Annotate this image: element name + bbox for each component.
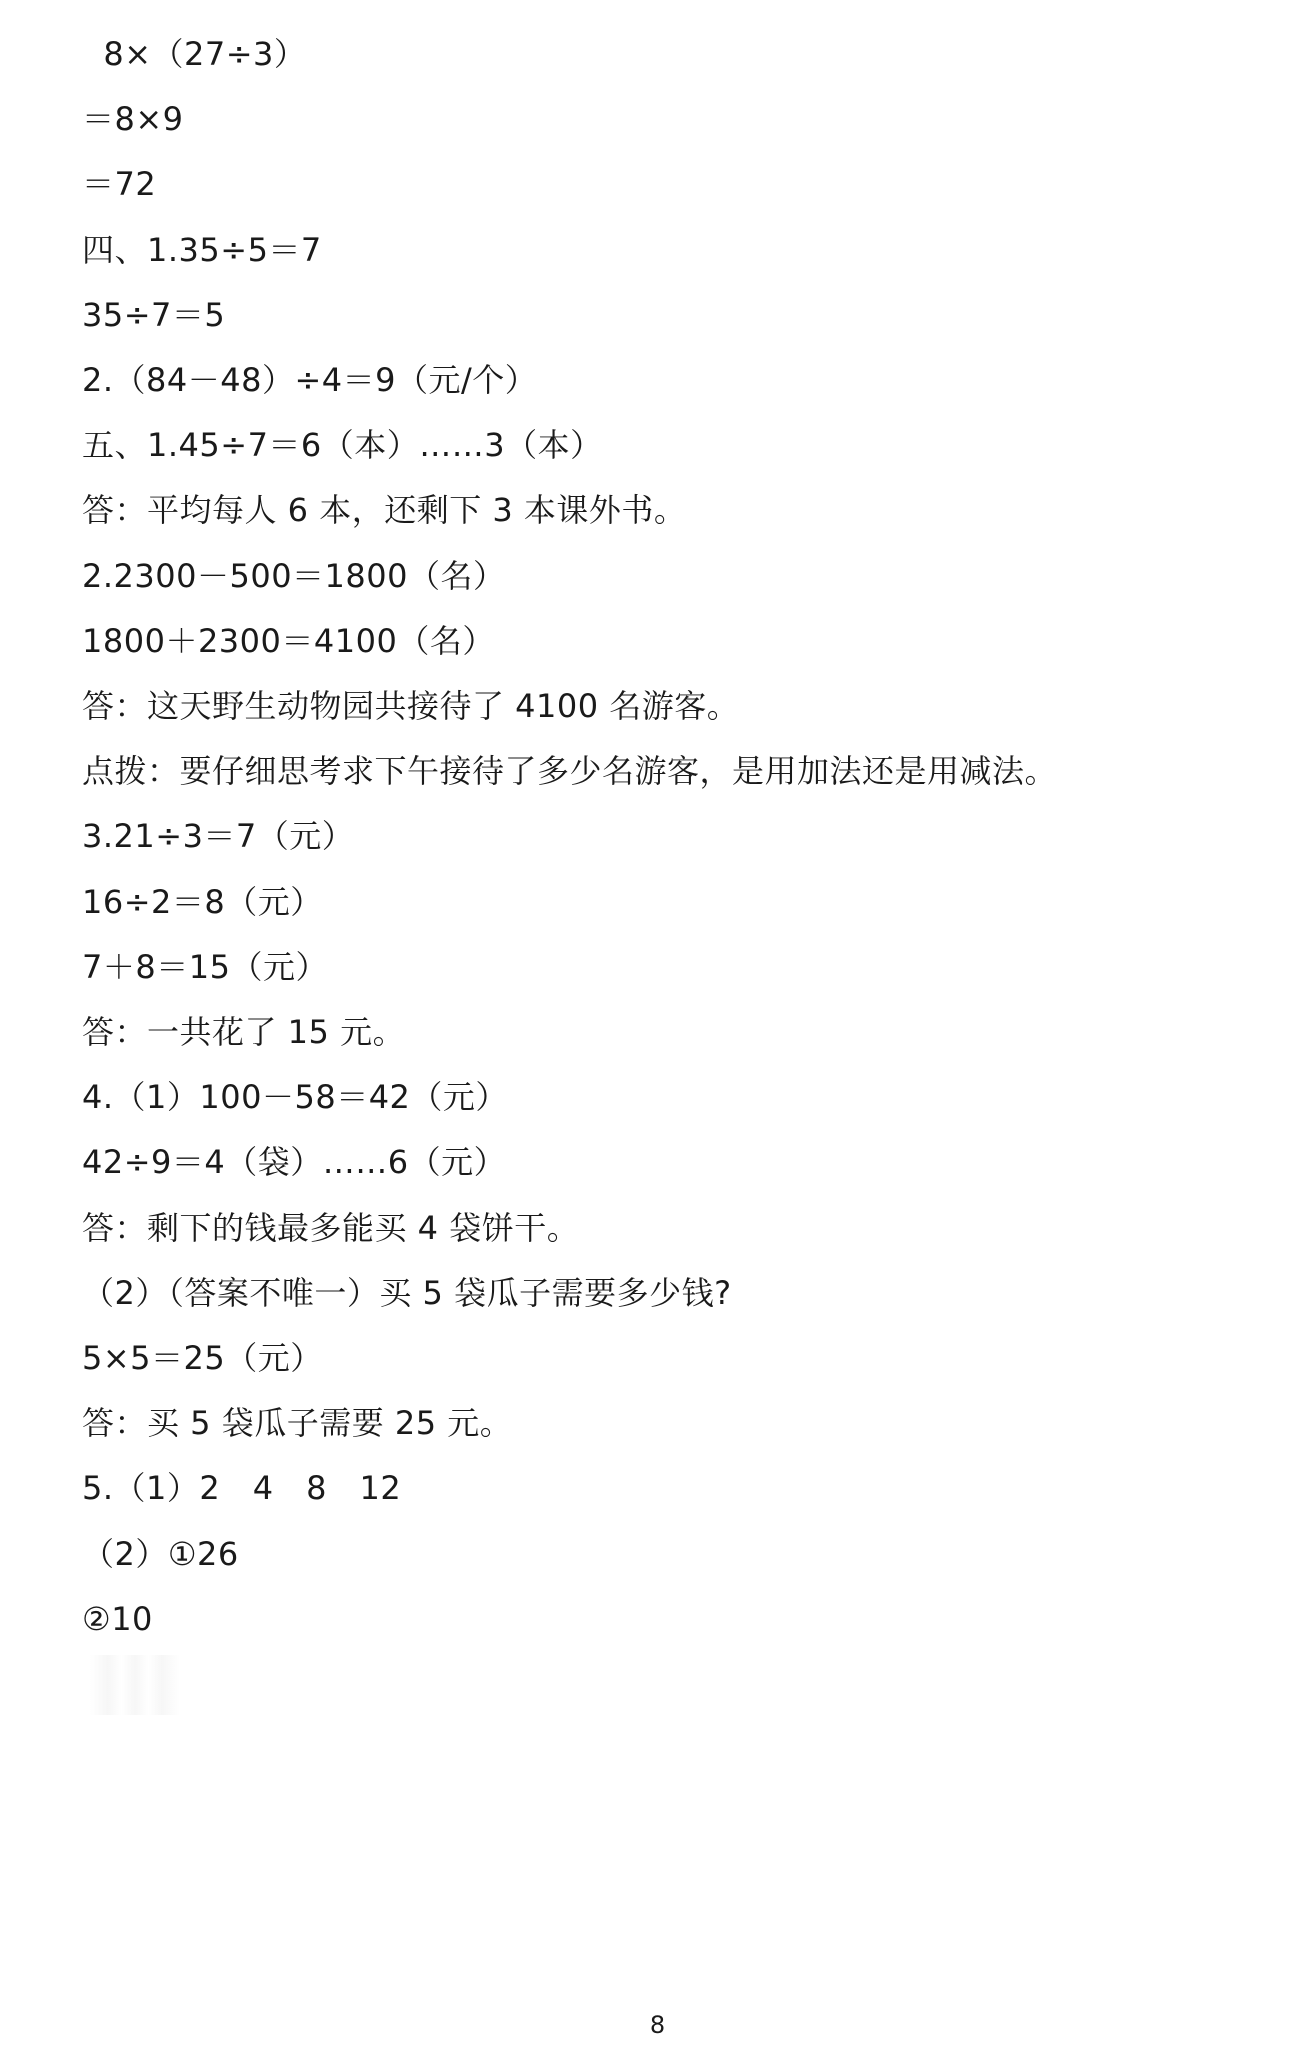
answer-line: 四、1.35÷5＝7 bbox=[82, 231, 322, 269]
answer-line: 3.21÷3＝7（元） bbox=[82, 817, 355, 855]
answer-line: 7＋8＝15（元） bbox=[82, 948, 328, 986]
answer-line: 点拨：要仔细思考求下午接待了多少名游客，是用加法还是用减法。 bbox=[82, 752, 1058, 790]
page-number: 8 bbox=[649, 2011, 666, 2039]
answer-line: ＝72 bbox=[82, 165, 157, 203]
answer-line: 2.2300－500＝1800（名） bbox=[82, 557, 506, 595]
answer-line: （2）（答案不唯一）买 5 袋瓜子需要多少钱? bbox=[82, 1274, 732, 1312]
answer-line: 答：剩下的钱最多能买 4 袋饼干。 bbox=[82, 1209, 580, 1247]
answer-line: 5.（1）2 4 8 12 bbox=[82, 1469, 402, 1507]
answer-line: 4.（1）100－58＝42（元） bbox=[82, 1078, 508, 1116]
answer-line: 答：平均每人 6 本，还剩下 3 本课外书。 bbox=[82, 491, 687, 529]
answer-line: 42÷9＝4（袋）……6（元） bbox=[82, 1143, 507, 1181]
answer-line: 8×（27÷3） bbox=[82, 35, 307, 73]
answer-line: （2）①26 bbox=[82, 1535, 239, 1573]
answer-line: 5×5＝25（元） bbox=[82, 1339, 323, 1377]
answer-line: 五、1.45÷7＝6（本）……3（本） bbox=[82, 426, 603, 464]
answer-line: 35÷7＝5 bbox=[82, 296, 226, 334]
answer-line: 答：一共花了 15 元。 bbox=[82, 1013, 406, 1051]
answer-line: 16÷2＝8（元） bbox=[82, 883, 323, 921]
faint-smudge bbox=[90, 1655, 180, 1715]
answer-line: 1800＋2300＝4100（名） bbox=[82, 622, 495, 660]
answer-line: ＝8×9 bbox=[82, 100, 184, 138]
answer-line: 2.（84－48）÷4＝9（元/个） bbox=[82, 361, 538, 399]
answer-line: 答：这天野生动物园共接待了 4100 名游客。 bbox=[82, 687, 740, 725]
answer-line: 答：买 5 袋瓜子需要 25 元。 bbox=[82, 1404, 513, 1442]
answer-line: ②10 bbox=[82, 1600, 153, 1638]
